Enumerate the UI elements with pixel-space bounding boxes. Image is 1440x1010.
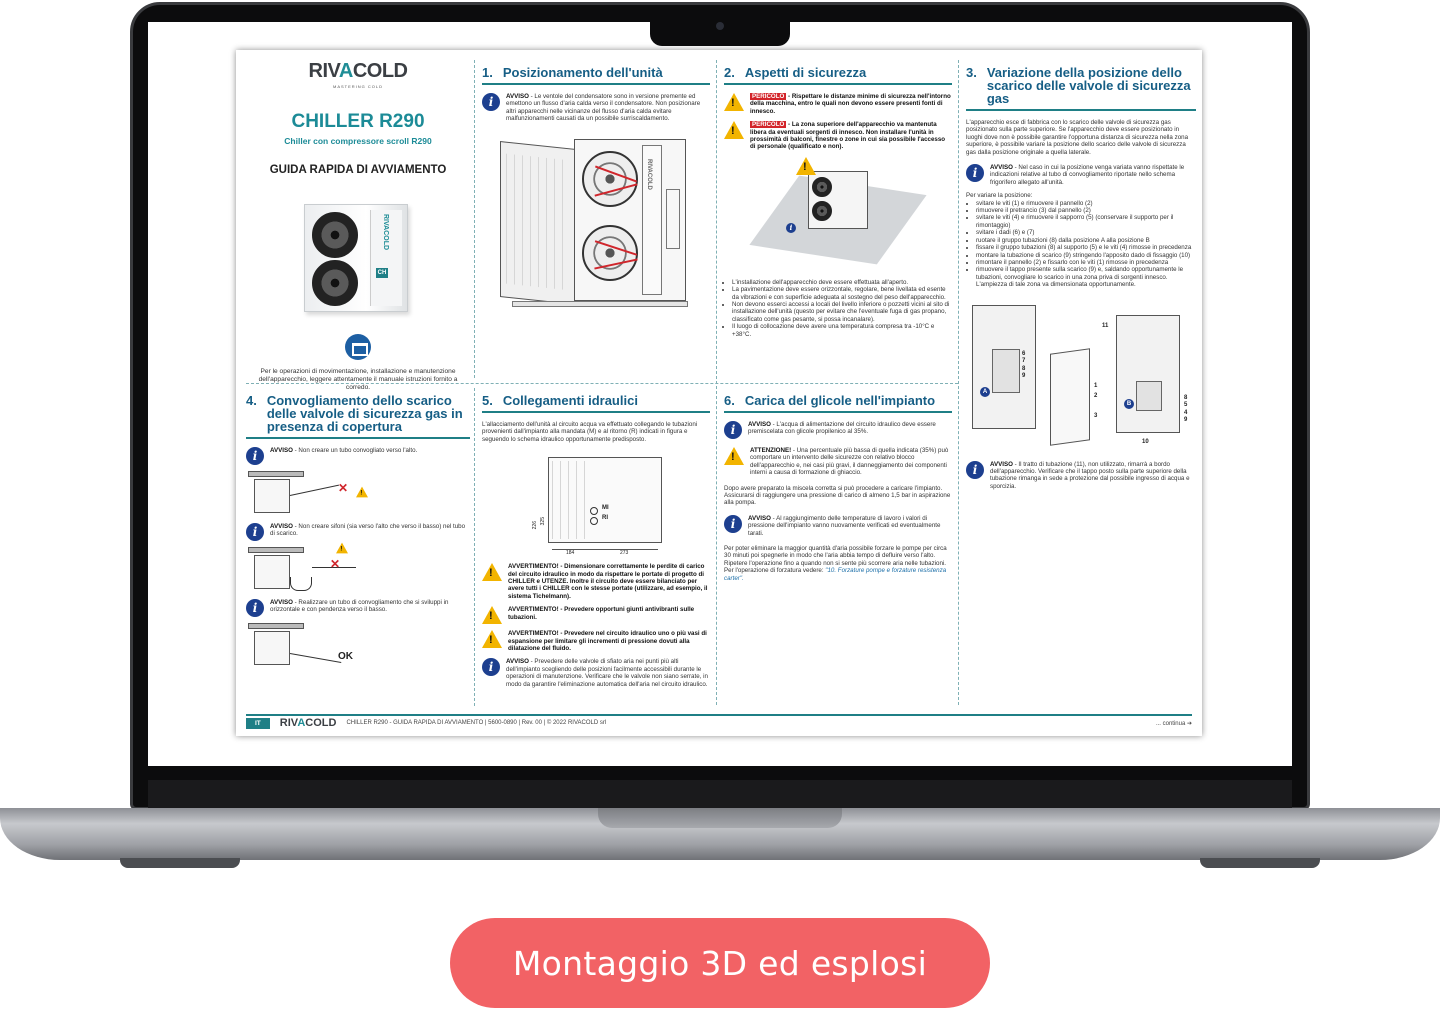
safety-bullets: • L'installazione dell'apparecchio deve essere effettuata all'aperto. • La pavimentazione deve essere orizzontale, regolare, bene livellata ed esente da vibrazioni e con superficie adeguata al sostegno del peso dell'apparecchio. • Non devono esserci accessi a locali del livello inferiore o pozzetti vicini al sito di installazione dell'unità (questo per evitare che l'eventuale fuga di gas propano, classificato come gas pesante, si possa incanalare). • Il luogo di collocazione deve avere una temperatura compresa tra -10°C e +38°C. <box>724 279 952 338</box>
fan-icon <box>812 177 832 197</box>
section-1 <box>482 66 710 380</box>
footer-logo: RIVACOLD <box>279 717 337 729</box>
cover-column <box>246 58 470 392</box>
info-icon: i <box>482 658 500 676</box>
document-footer <box>246 714 1192 730</box>
fan-icon <box>312 212 358 258</box>
info-icon: i <box>246 523 264 541</box>
laptop-screen <box>148 22 1292 766</box>
cover-title: CHILLER R290 <box>291 111 425 132</box>
info-icon: i <box>786 223 796 233</box>
steps-intro: Per variare la posizione: <box>966 192 1033 200</box>
document-page <box>236 50 1202 736</box>
warning-icon <box>336 543 348 554</box>
warning-icon <box>724 447 744 465</box>
section-title: 2. Aspetti di sicurezza <box>724 66 952 85</box>
paragraph: Per poter eliminare la maggior quantità d'aria possibile forzare le pompe per circa 30 minuti poi spegnerle in modo che l'aria abbia tempo di defluire verso l'alto. Ripetere l'operazione fino a quando non si sente più scorrere aria nelle tubazioni. Per l'operazione di forzatura vedere: "10. Forzature pompe e forzature resistenza carter". <box>724 545 947 582</box>
drain-correct-drawing <box>246 623 470 679</box>
callout-11: 11 <box>1102 322 1109 329</box>
camera-icon <box>716 22 724 30</box>
label-ri: RI <box>602 515 608 522</box>
warning-icon <box>482 563 502 581</box>
dimension: 226 <box>532 521 538 530</box>
notice: i AVVISO - Al raggiungimento delle temperature di lavoro i valori di pressione dell'impianto vanno nuovamente verificati ed eventualmente tarati. <box>724 515 952 537</box>
notice: i AVVISO - Non creare un tubo convogliato verso l'alto. <box>246 447 470 465</box>
warning-notice: ! AVVERTIMENTO! - Prevedere nel circuito idraulico uno o più vasi di espansione per limitare gli incrementi di pressione dovuti alla dilatazione del fluido. <box>482 630 710 652</box>
laptop-bezel-chin <box>148 780 1292 808</box>
info-icon: i <box>482 93 500 111</box>
dimension: 325 <box>540 517 546 526</box>
guide-title: GUIDA RAPIDA DI AVVIAMENTO <box>269 164 447 176</box>
info-icon: i <box>246 599 264 617</box>
warning-icon <box>482 606 502 624</box>
info-icon: i <box>724 421 742 439</box>
callouts-right: 8 5 4 9 <box>1184 394 1188 424</box>
section-6 <box>724 394 952 706</box>
laptop-foot-left <box>120 858 240 868</box>
chiller-product-image <box>298 198 418 316</box>
warning-notice: ! AVVERTIMENTO! - Prevedere opportuni giunti antivibranti sulle tubazioni. <box>482 606 710 624</box>
brand-tagline: MASTERING COLD <box>332 84 383 89</box>
warning-notice: ! ATTENZIONE! - Una percentuale più bassa di quella indicata (35%) può comportare un intervento delle sicurezze con relativo blocco dell'apparecchio e, nei casi più gravi, il danneggiamento dei componenti interni a causa di formazione di ghiaccio. <box>724 447 952 477</box>
continue-label: ... continua ➔ <box>1155 720 1192 727</box>
section-title: 6. Carica del glicole nell'impianto <box>724 394 952 413</box>
callout-10: 10 <box>1142 438 1149 445</box>
divider <box>958 60 959 705</box>
paragraph: Dopo avere preparato la miscela corretta si può procedere a caricare l'impianto. Assicurarsi di raggiungere una pressione di carico di almeno 1,5 bar in aspirazione alla pompa. <box>724 484 951 507</box>
label-mi: MI <box>602 505 609 512</box>
laptop-foot-right <box>1200 858 1320 868</box>
callouts-panel: 1 2 <box>1094 382 1098 399</box>
section-title: 3. Variazione della posizione dello scarico delle valvole di sicurezza gas <box>966 66 1196 111</box>
callouts-left: 6 7 8 9 <box>1022 350 1026 380</box>
brand-logo: RIVACOLD <box>308 60 408 82</box>
section-intro: L'apparecchio esce di fabbrica con lo scarico delle valvole di sicurezza gas posizionato sulla parte superiore. Se l'apparecchio deve essere posizionato in luoghi dove non è possibile garantire l'opportuna distanza di sicurezza nella zona superiore, è possibile variare la posizione dello scarico delle valvole di sicurezza gas dalla posizione originale a quella laterale. <box>966 119 1189 156</box>
notice: i AVVISO - Il tratto di tubazione (11), non utilizzato, rimarrà a bordo dell'apparecchio. Verificare che il tappo posto sulla parte superiore della tubazione rimanga in sede a protezione dal possibile ingresso di acqua e sporcizia. <box>966 461 1196 491</box>
callout-3: 3 <box>1094 412 1098 419</box>
danger-notice: ! PERICOLO - Rispettare le distanze minime di sicurezza nell'intorno della macchina, entro le quali non devono essere presenti fonti di innesco. <box>724 93 952 115</box>
drain-wrong-up-drawing <box>246 471 470 517</box>
unit-drawing: RIVACOLD <box>482 129 710 319</box>
unit-label: CH <box>377 270 387 276</box>
montaggio-3d-button[interactable]: Montaggio 3D ed esplosi <box>450 918 990 1008</box>
divider <box>474 388 475 706</box>
fan-icon <box>812 201 832 221</box>
language-badge: IT <box>246 718 270 729</box>
laptop-groove <box>598 808 842 828</box>
manual-note: Per le operazioni di movimentazione, installazione e manutenzione dell'apparecchio, leggere attentamente il manuale istruzioni fornito a corredo. <box>258 368 458 392</box>
laptop-notch <box>650 6 790 46</box>
dimension: 273 <box>620 550 629 557</box>
footer-text: CHILLER R290 - GUIDA RAPIDA DI AVVIAMENTO | 5600-0890 | Rev. 00 | © 2022 RIVACOLD srl <box>346 720 607 726</box>
info-icon: i <box>246 447 264 465</box>
warning-icon <box>356 487 368 498</box>
section-4 <box>246 394 470 706</box>
notice: i AVVISO - Nel caso in cui la posizione venga variata vanno rispettate le indicazioni relative al tubo di convogliamento riportate nello schema frigorifero allegato all'unità. <box>966 164 1196 186</box>
warning-icon <box>796 157 816 175</box>
dimension: 184 <box>566 550 575 557</box>
warning-notice: ! AVVERTIMENTO! - Dimensionare correttamente le perdite di carico del circuito idraulico in modo da rispettare le portate di progetto di CHILLER e UTENZE. Inoltre il circuito deve essere bilanciato per avere tutti i CHILLER con le stesse portate (utilizzare, ad esempio, il sistema Tichelmann). <box>482 563 710 600</box>
wrong-mark-icon: ✕ <box>338 481 349 495</box>
section-2 <box>724 66 952 380</box>
divider <box>474 60 475 378</box>
notice: i AVVISO - Prevedere delle valvole di sfiato aria nei punti più alti dell'impianto scegliendo delle posizioni facilmente accessibili durante le operazioni di manutenzione. Verificare che le valvole non siano serrate, in modo da garantire l'eliminazione automatica dell'aria nel circuito idraulico. <box>482 658 710 688</box>
section-title: 1. Posizionamento dell'unità <box>482 66 710 85</box>
exploded-view-drawing <box>966 299 1196 451</box>
drain-wrong-siphon-drawing <box>246 547 470 593</box>
steps-list: • svitare le viti (1) e rimuovere il pannello (2) • rimuovere il pretrancio (3) dal pannello (2) • svitare le viti (4) e rimuovere il sapporro (5) (conservare il supporto per il rimontaggio) • svitare i dadi (6) e (7) • ruotare il gruppo tubazioni (8) dalla posizione A alla posizione B • fissare il gruppo tubazioni (8) al supporto (5) e le viti (4) rimosse in precedenza • montare la tubazione di scarico (9) stringendo l'apposito dado di fissaggio (10) • rimontare il pannello (2) e fissarlo con le viti (1) rimosse in precedenza • rimuovere il tappo presente sulla scarico (9) e, saldando opportunamente le tubazioni, convogliare lo scarico in una zona priva di sorgenti innesco. L'ampiezza di tale zona va dimensionata opportunamente. <box>966 200 1196 289</box>
warning-icon <box>724 93 744 111</box>
wrong-mark-icon: ✕ <box>330 557 341 571</box>
warning-icon <box>724 121 744 139</box>
laptop-base <box>0 808 1440 860</box>
section-title: 5. Collegamenti idraulici <box>482 394 710 413</box>
notice: i AVVISO - L'acqua di alimentazione del circuito idraulico deve essere premiscelata con glicole propilenico al 35%. <box>724 421 952 439</box>
warning-icon <box>482 630 502 648</box>
unit-brand-mark: RIVACOLD <box>382 214 389 251</box>
safety-distance-drawing <box>724 157 952 275</box>
ok-label: OK <box>338 651 353 662</box>
info-icon: i <box>966 164 984 182</box>
info-icon: i <box>966 461 984 479</box>
position-b-marker: B <box>1124 399 1134 409</box>
read-manual-icon <box>345 334 371 360</box>
notice: i AVVISO - Non creare sifoni (sia verso l'alto che verso il basso) nel tubo di scarico. <box>246 523 470 541</box>
section-3 <box>966 66 1196 706</box>
notice: i AVVISO - Realizzare un tubo di convogliamento che si sviluppi in orizzontale e con pendenza verso il basso. <box>246 599 470 617</box>
cover-subtitle: Chiller con compressore scroll R290 <box>284 136 432 146</box>
section-5 <box>482 394 710 706</box>
position-a-marker: A <box>980 387 990 397</box>
hydraulic-drawing <box>482 451 710 563</box>
fan-icon <box>312 260 358 306</box>
danger-notice: ! PERICOLO - La zona superiore dell'apparecchio va mantenuta libera da eventuali sorgenti di innesco. Non installare l'unità in prossimità di balconi, finestre o zone in cui sia possibile l'accesso di personale (qualificato e non). <box>724 121 952 151</box>
info-icon: i <box>724 515 742 533</box>
section-intro: L'allacciamento dell'unità al circuito acqua va effettuato collegando le tubazioni provenienti dall'impianto alla mandata (M) e al ritorno (R) indicati in figura e seguendo lo schema idraulico opportunamente predisposto. <box>482 421 698 443</box>
section-link[interactable]: "10. Forzature pompe e forzature resistenza carter". <box>724 567 947 582</box>
section-title: 4. Convogliamento dello scarico delle valvole di sicurezza gas in presenza di copertura <box>246 394 470 439</box>
notice: i AVVISO - Le ventole del condensatore sono in versione premente ed emettono un flusso d'aria calda verso il condensatore. Non posizionare altri apparecchi nelle vicinanze del flusso d'aria calda evitare malfunzionamenti causati da un possibile surriscaldamento. <box>482 93 710 123</box>
